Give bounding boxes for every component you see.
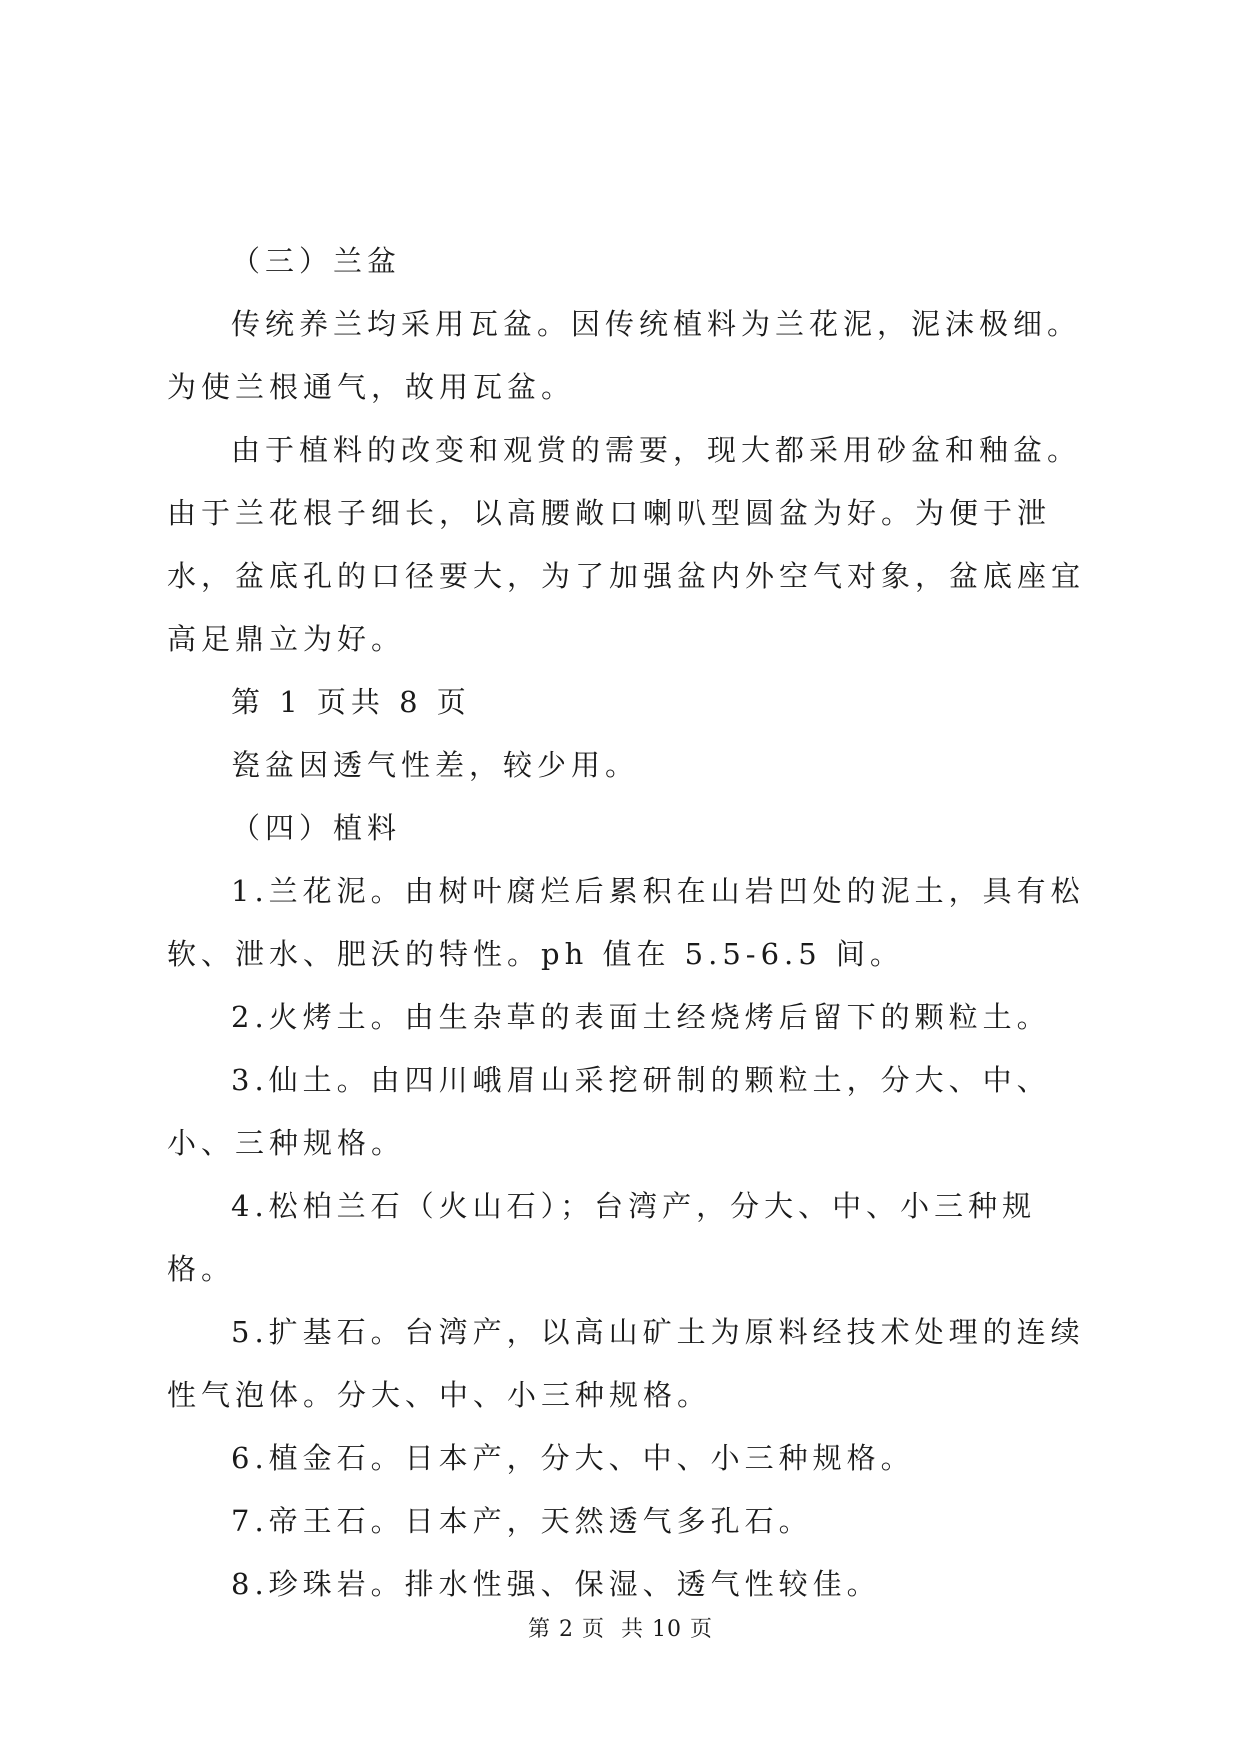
list-item-3: 3.仙土。由四川峨眉山采挖研制的颗粒土，分大、中、小、三种规格。 [167, 1063, 1051, 1160]
document-body [167, 230, 1087, 1616]
paragraph-traditional-pots: 传统养兰均采用瓦盆。因传统植料为兰花泥，泥沫极细。为使兰根通气，故用瓦盆。 [167, 307, 1082, 404]
page-footer [0, 1612, 1241, 1643]
inline-page-marker: 第 1 页共 8 页 [231, 685, 471, 719]
list-item-7: 7.帝王石。日本产，天然透气多孔石。 [231, 1504, 813, 1538]
list-item-6: 6.植金石。日本产，分大、中、小三种规格。 [231, 1441, 915, 1475]
section-heading-lanpen: （三）兰盆 [231, 244, 402, 278]
list-item-8: 8.珍珠岩。排水性强、保湿、透气性较佳。 [231, 1567, 881, 1601]
list-item-4: 4.松柏兰石（火山石）；台湾产，分大、中、小三种规格。 [167, 1189, 1037, 1286]
paragraph-modern-pots: 由于植料的改变和观赏的需要，现大都采用砂盆和釉盆。由于兰花根子细长，以高腰敞口喇叭型圆盆为好。为便于泄水，盆底孔的口径要大，为了加强盆内外空气对象，盆底座宜高足鼎立为好。 [167, 433, 1086, 656]
paragraph-porcelain-pots: 瓷盆因透气性差，较少用。 [231, 748, 640, 782]
list-item-5: 5.扩基石。台湾产，以高山矿土为原料经技术处理的连续性气泡体。分大、中、小三种规格。 [167, 1315, 1085, 1412]
list-item-1: 1.兰花泥。由树叶腐烂后累积在山岩凹处的泥土，具有松软、泄水、肥沃的特性。ph 值在 5.5-6.5 间。 [167, 874, 1085, 971]
page-number-label: 第 2 页 共 10 页 [528, 1617, 713, 1642]
section-heading-zhiliao: （四）植料 [231, 811, 402, 845]
list-item-2: 2.火烤土。由生杂草的表面土经烧烤后留下的颗粒土。 [231, 1000, 1051, 1034]
